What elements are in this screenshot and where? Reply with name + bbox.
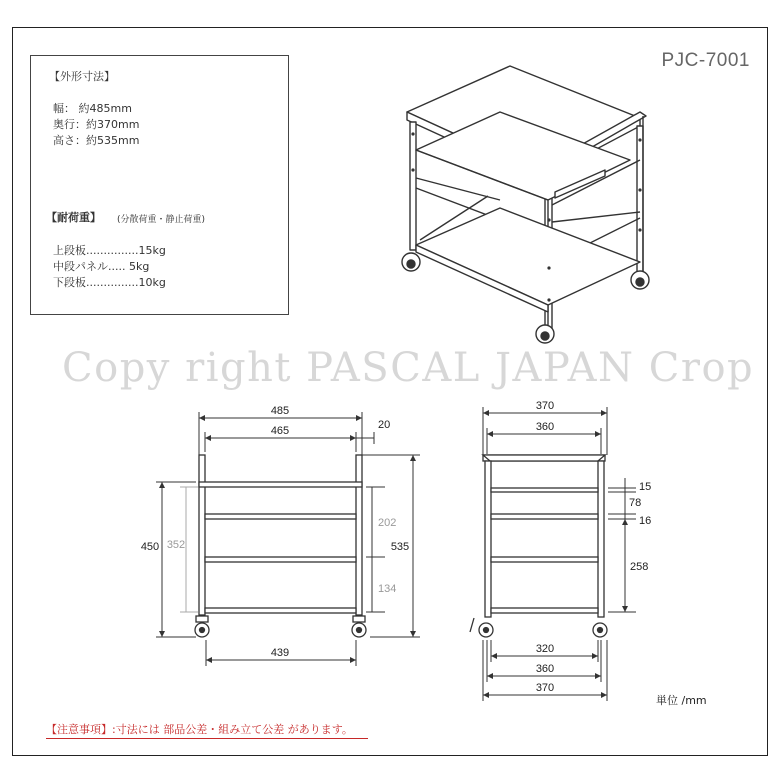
depth-spec: 奥行：約370mm bbox=[53, 118, 140, 131]
dim-352: 352 bbox=[166, 539, 186, 551]
bottom-shelf-load: 下段板...............10kg bbox=[53, 276, 166, 289]
load-capacity-note: (分散荷重・静止荷重) bbox=[117, 215, 206, 225]
load-capacity-title: 【耐荷重】 bbox=[46, 211, 101, 224]
dim-202: 202 bbox=[378, 517, 397, 529]
dim-450: 450 bbox=[140, 541, 160, 553]
dim-485: 485 bbox=[270, 405, 290, 417]
dim-360-top: 360 bbox=[535, 421, 555, 433]
dim-360-bottom: 360 bbox=[535, 663, 555, 675]
dim-15: 15 bbox=[639, 481, 652, 493]
dim-20: 20 bbox=[378, 419, 391, 431]
dim-535: 535 bbox=[390, 541, 410, 553]
model-number: PJC-7001 bbox=[661, 50, 750, 71]
dim-439: 439 bbox=[270, 647, 290, 659]
copyright-watermark: Copy right PASCAL JAPAN Crop bbox=[62, 345, 755, 391]
dim-16: 16 bbox=[639, 515, 652, 527]
tolerance-note: 【注意事項】:寸法には 部品公差・組み立て公差 があります。 bbox=[46, 723, 353, 736]
dim-465: 465 bbox=[270, 425, 290, 437]
width-spec: 幅： 約485mm bbox=[53, 102, 132, 115]
top-shelf-load: 上段板...............15kg bbox=[53, 244, 166, 257]
outer-dimensions-title: 【外形寸法】 bbox=[49, 70, 115, 83]
dim-134: 134 bbox=[378, 583, 397, 595]
dim-258: 258 bbox=[630, 561, 649, 573]
dim-370-bottom: 370 bbox=[535, 682, 555, 694]
dim-370-top: 370 bbox=[535, 400, 555, 412]
dim-78: 78 bbox=[629, 497, 642, 509]
unit-label: 単位 /mm bbox=[656, 694, 707, 707]
dim-320: 320 bbox=[535, 643, 555, 655]
note-underline bbox=[46, 738, 368, 739]
middle-panel-load: 中段パネル..... 5kg bbox=[53, 260, 150, 273]
height-spec: 高さ：約535mm bbox=[53, 134, 140, 147]
